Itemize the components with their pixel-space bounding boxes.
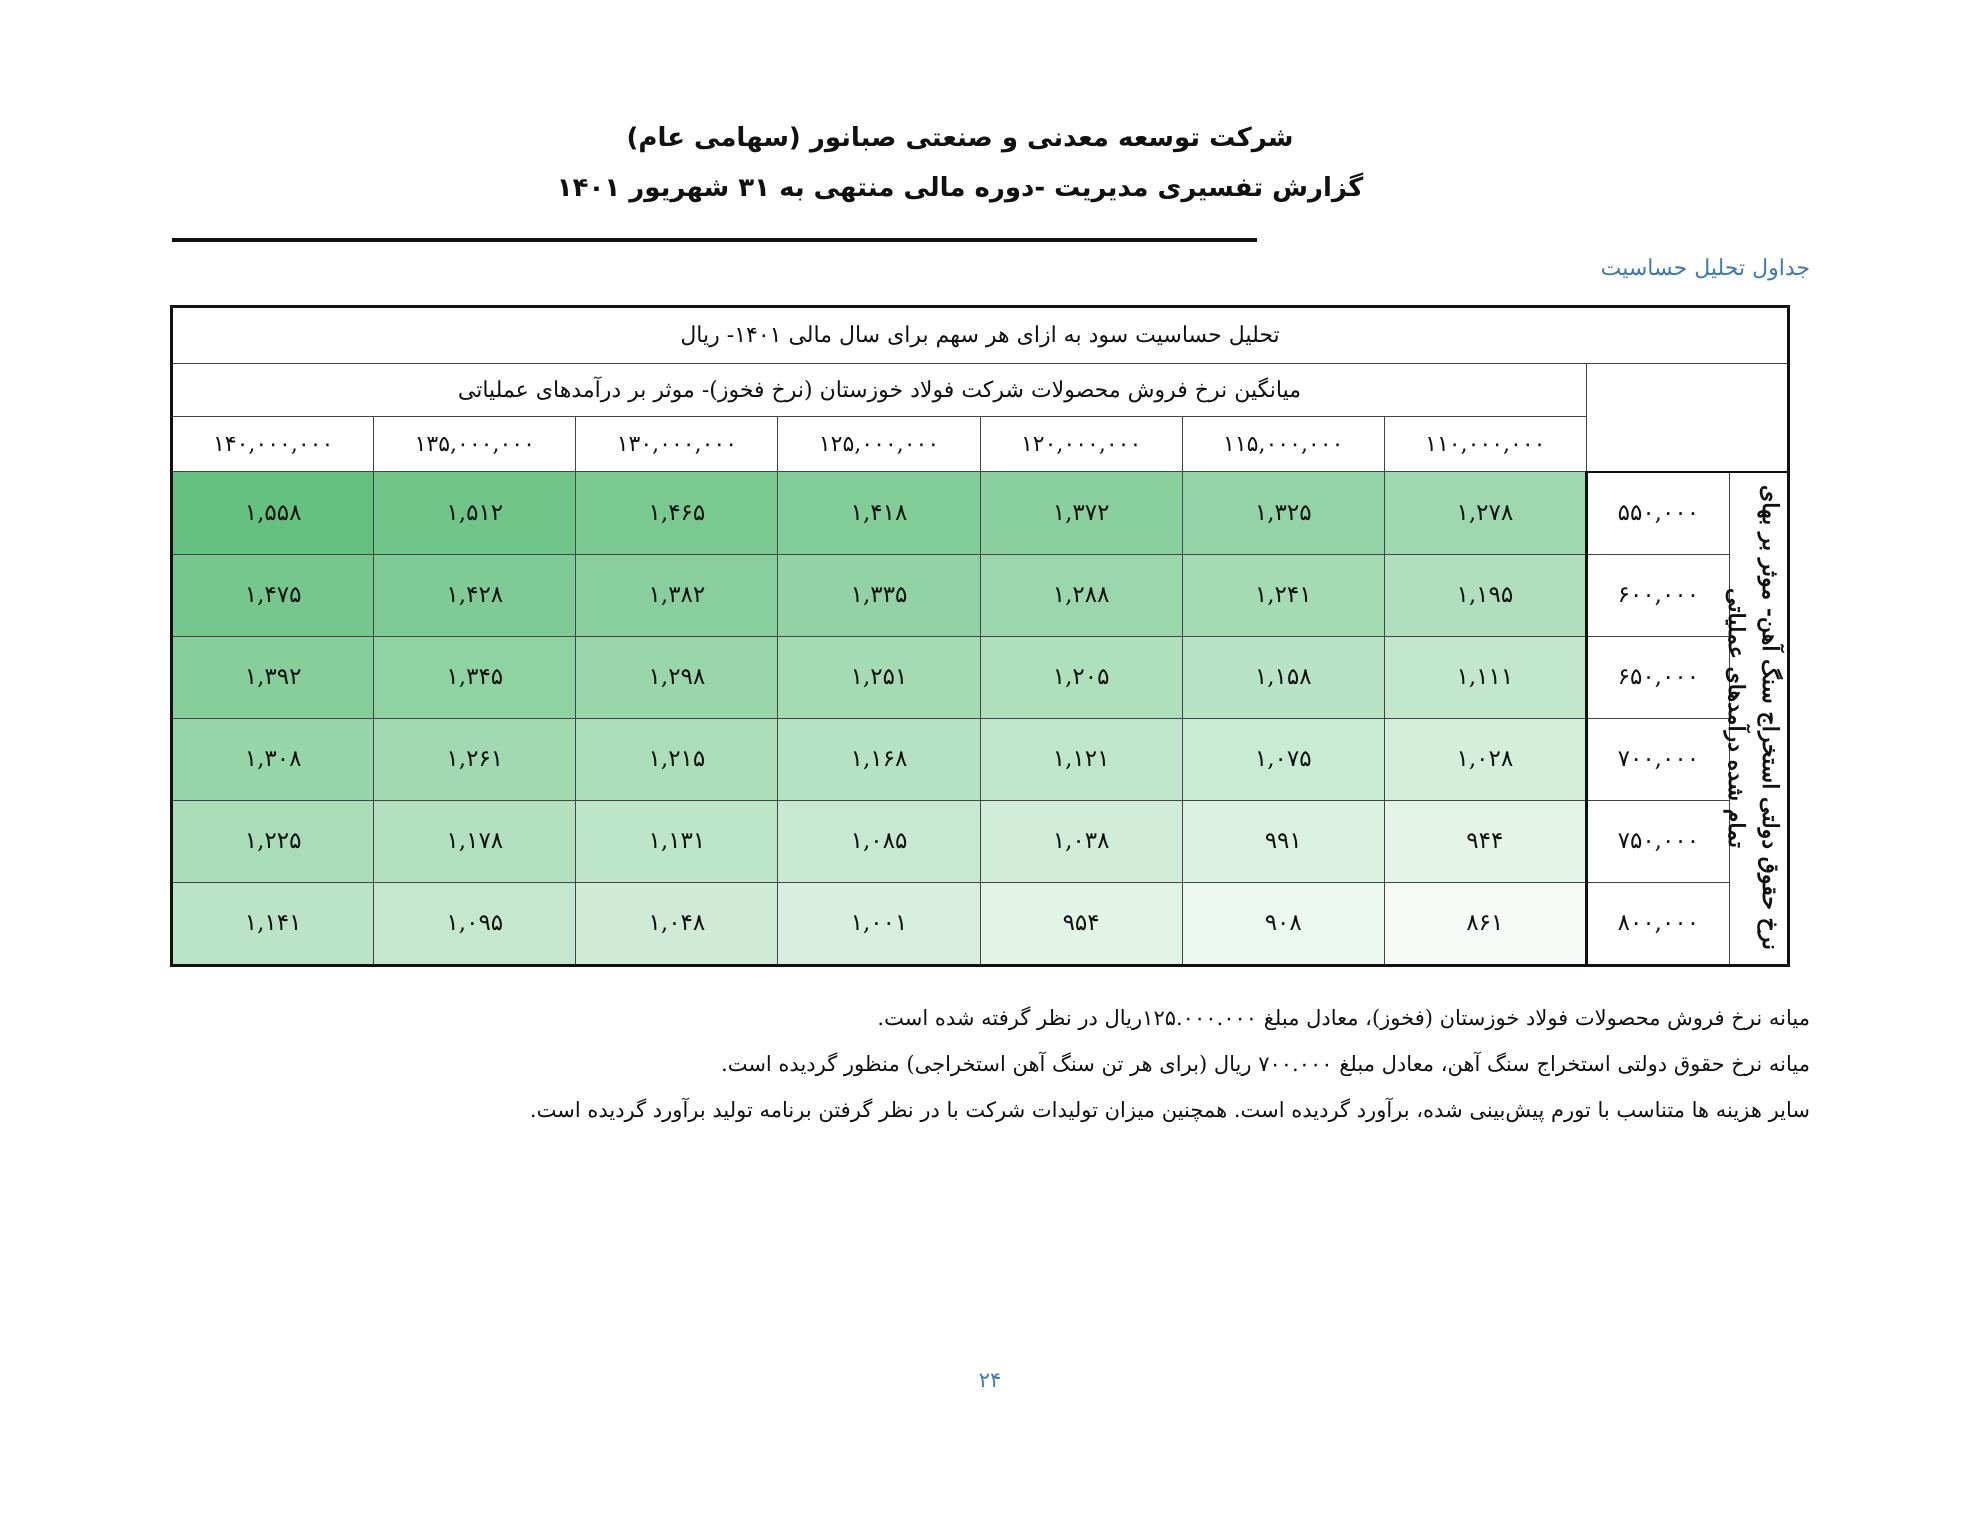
corner-cell bbox=[1586, 364, 1788, 472]
row-group-title-cell bbox=[1723, 472, 1788, 966]
table-cell: ۱,۵۱۲ bbox=[374, 472, 576, 555]
table-cell: ۱,۲۲۵ bbox=[172, 800, 374, 882]
table-cell: ۱,۲۸۸ bbox=[980, 554, 1182, 636]
table-cell: ۱,۱۳۱ bbox=[576, 800, 778, 882]
table-cell: ۱,۰۴۸ bbox=[576, 882, 778, 965]
row-header: ۷۰۰,۰۰۰ bbox=[1586, 718, 1729, 800]
column-header: ۱۱۰,۰۰۰,۰۰۰ bbox=[1384, 417, 1586, 472]
report-header bbox=[540, 120, 1380, 206]
column-header-row bbox=[172, 417, 1789, 472]
table-cell: ۱,۴۲۸ bbox=[374, 554, 576, 636]
table-cell: ۱,۱۱۱ bbox=[1384, 636, 1586, 718]
table-cell: ۱,۱۶۸ bbox=[778, 718, 980, 800]
table-cell: ۹۴۴ bbox=[1384, 800, 1586, 882]
table-cell: ۱,۰۳۸ bbox=[980, 800, 1182, 882]
column-header: ۱۱۵,۰۰۰,۰۰۰ bbox=[1182, 417, 1384, 472]
table-cell: ۱,۴۶۵ bbox=[576, 472, 778, 555]
table-body bbox=[172, 472, 1789, 966]
row-header: ۶۰۰,۰۰۰ bbox=[1586, 554, 1729, 636]
table-cell: ۱,۳۹۲ bbox=[172, 636, 374, 718]
table-cell: ۱,۲۵۱ bbox=[778, 636, 980, 718]
table-cell: ۱,۰۸۵ bbox=[778, 800, 980, 882]
table-cell: ۱,۰۰۱ bbox=[778, 882, 980, 965]
table-cell: ۱,۱۵۸ bbox=[1182, 636, 1384, 718]
note-other-costs: سایر هزینه ها متناسب با تورم پیش‌بینی شده، برآورد گردیده است. همچنین میزان تولیدات شرکت با در نظر گرفتن برنامه تولید برآورد گردیده است. bbox=[529, 1098, 1810, 1122]
table-cell: ۱,۲۰۵ bbox=[980, 636, 1182, 718]
table-cell: ۱,۳۴۵ bbox=[374, 636, 576, 718]
column-header: ۱۳۵,۰۰۰,۰۰۰ bbox=[374, 417, 576, 472]
section-title: جداول تحلیل حساسیت bbox=[1600, 256, 1810, 281]
sensitivity-table bbox=[170, 305, 1790, 967]
table-cell: ۸۶۱ bbox=[1384, 882, 1586, 965]
table-cell: ۹۰۸ bbox=[1182, 882, 1384, 965]
table-cell: ۱,۴۱۸ bbox=[778, 472, 980, 555]
table-cell: ۱,۲۴۱ bbox=[1182, 554, 1384, 636]
column-header: ۱۳۰,۰۰۰,۰۰۰ bbox=[576, 417, 778, 472]
table-cell: ۱,۱۲۱ bbox=[980, 718, 1182, 800]
row-group-title: نرخ حقوق دولتی استخراج سنگ آهن- موثر بر بهای تمام شده درآمدهای عملیاتی bbox=[1723, 485, 1783, 951]
table-row bbox=[172, 636, 1789, 718]
table-cell: ۱,۲۷۸ bbox=[1384, 472, 1586, 555]
table-cell: ۱,۱۴۱ bbox=[172, 882, 374, 965]
table-cell: ۱,۲۶۱ bbox=[374, 718, 576, 800]
table-cell: ۱,۰۲۸ bbox=[1384, 718, 1586, 800]
table-cell: ۱,۴۷۵ bbox=[172, 554, 374, 636]
table-cell: ۱,۰۷۵ bbox=[1182, 718, 1384, 800]
table-cell: ۱,۳۷۲ bbox=[980, 472, 1182, 555]
table-row bbox=[172, 882, 1789, 965]
table-row bbox=[172, 800, 1789, 882]
column-group-title: میانگین نرخ فروش محصولات شرکت فولاد خوزستان (نرخ فخوز)- موثر بر درآمدهای عملیاتی bbox=[172, 364, 1587, 417]
table-row bbox=[172, 718, 1789, 800]
table-cell: ۱,۳۸۲ bbox=[576, 554, 778, 636]
row-header: ۶۵۰,۰۰۰ bbox=[1586, 636, 1729, 718]
table-cell: ۹۵۴ bbox=[980, 882, 1182, 965]
table-caption: تحلیل حساسیت سود به ازای هر سهم برای سال مالی ۱۴۰۱- ریال bbox=[172, 307, 1789, 364]
table-cell: ۱,۲۹۸ bbox=[576, 636, 778, 718]
row-header: ۵۵۰,۰۰۰ bbox=[1586, 472, 1729, 555]
report-subtitle: گزارش تفسیری مدیریت -دوره مالی منتهی به ۳۱ شهریور ۱۴۰۱ bbox=[556, 173, 1364, 203]
row-header: ۸۰۰,۰۰۰ bbox=[1586, 882, 1729, 965]
company-title: شرکت توسعه معدنی و صنعتی صبانور (سهامی عام) bbox=[626, 123, 1294, 153]
table-cell: ۱,۵۵۸ bbox=[172, 472, 374, 555]
row-header: ۷۵۰,۰۰۰ bbox=[1586, 800, 1729, 882]
note-royalty-rate: میانه نرخ حقوق دولتی استخراج سنگ آهن، معادل مبلغ ۷۰۰.۰۰۰ ریال (برای هر تن سنگ آهن استخراجی) منظور گردیده است. bbox=[721, 1052, 1810, 1076]
column-header: ۱۲۰,۰۰۰,۰۰۰ bbox=[980, 417, 1182, 472]
table-cell: ۱,۰۹۵ bbox=[374, 882, 576, 965]
table-row bbox=[172, 472, 1789, 555]
table-cell: ۹۹۱ bbox=[1182, 800, 1384, 882]
notes bbox=[410, 995, 1810, 1133]
header-divider bbox=[172, 238, 1257, 242]
table-cell: ۱,۳۳۵ bbox=[778, 554, 980, 636]
column-header: ۱۴۰,۰۰۰,۰۰۰ bbox=[172, 417, 374, 472]
table-row bbox=[172, 554, 1789, 636]
table-cell: ۱,۳۰۸ bbox=[172, 718, 374, 800]
table-cell: ۱,۳۲۵ bbox=[1182, 472, 1384, 555]
note-sale-rate: میانه نرخ فروش محصولات فولاد خوزستان (فخوز)، معادل مبلغ ۱۲۵.۰۰۰.۰۰۰ریال در نظر گرفته شده است. bbox=[877, 1006, 1810, 1030]
table-cell: ۱,۲۱۵ bbox=[576, 718, 778, 800]
table-cell: ۱,۱۹۵ bbox=[1384, 554, 1586, 636]
page-number: ۲۴ bbox=[978, 1368, 1002, 1392]
column-header: ۱۲۵,۰۰۰,۰۰۰ bbox=[778, 417, 980, 472]
table-cell: ۱,۱۷۸ bbox=[374, 800, 576, 882]
